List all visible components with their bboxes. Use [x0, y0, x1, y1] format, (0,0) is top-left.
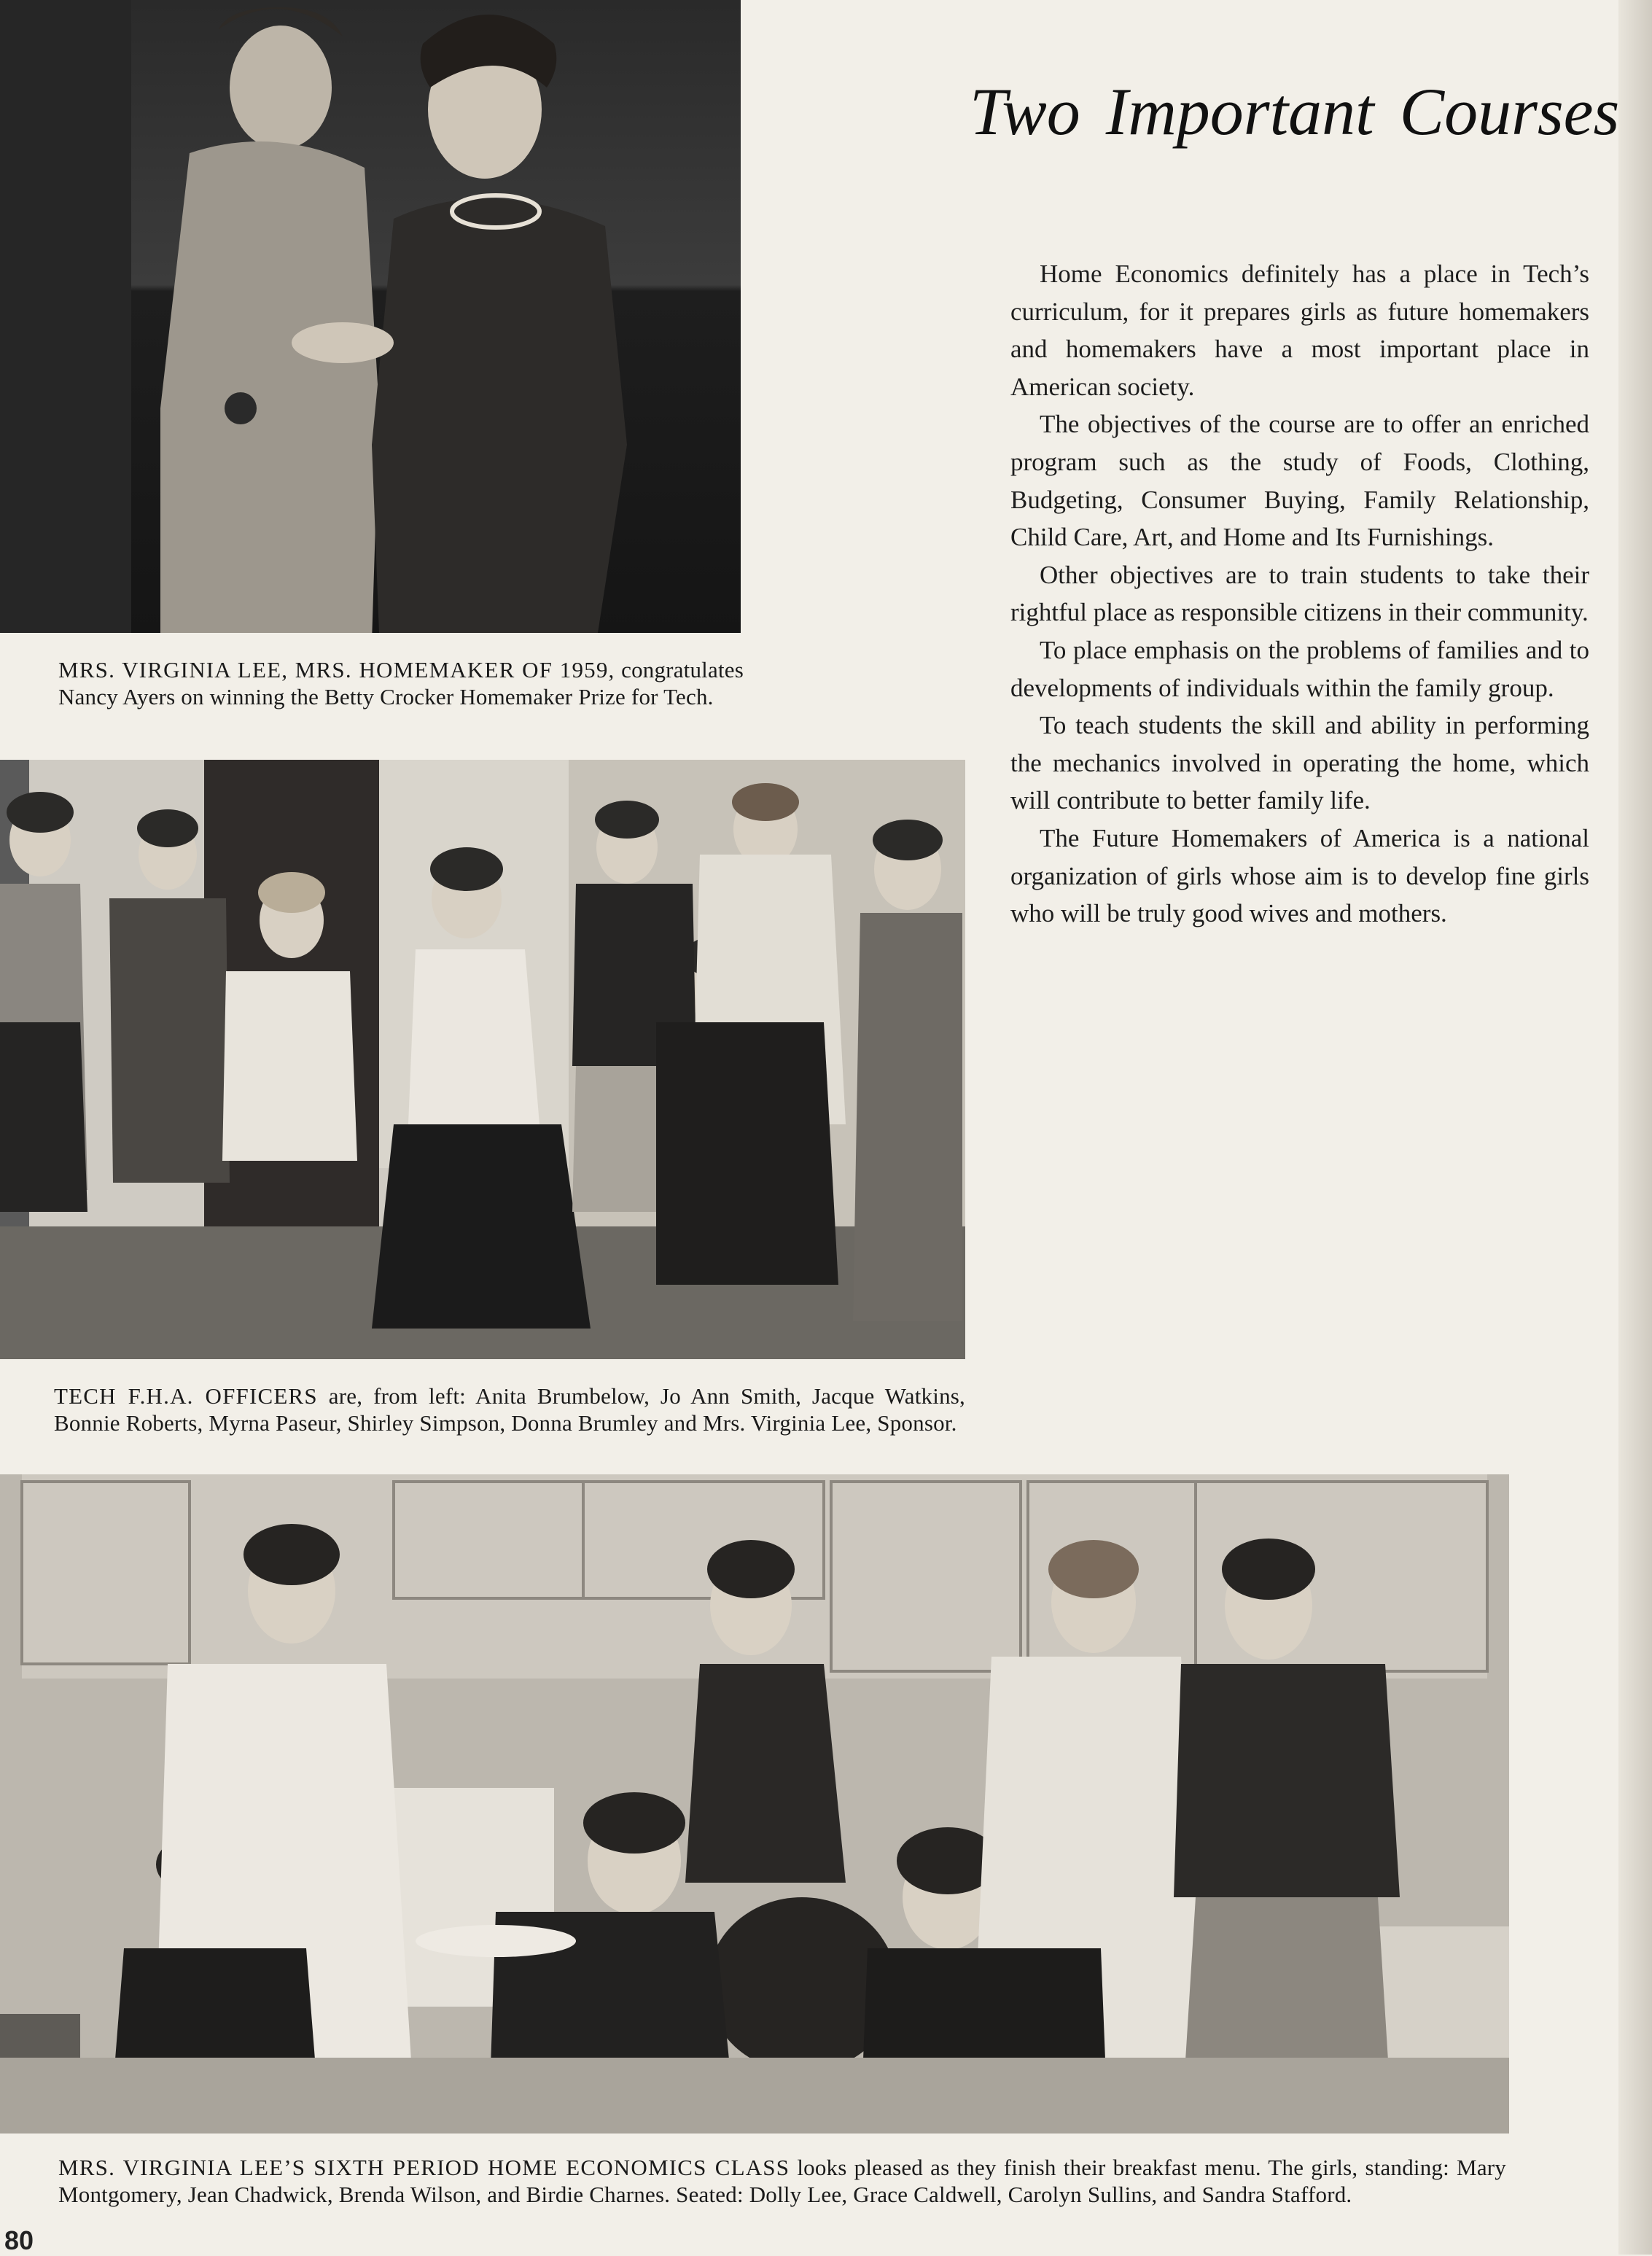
- body-paragraph: Home Economics definitely has a place in Tech’s curriculum, for it prepares girls as future homemakers and homemakers have a most important place in American society.: [1010, 260, 1589, 401]
- body-paragraph: Other objectives are to train students to take their rightful place as responsible citizens in their community.: [1010, 560, 1589, 627]
- photo-caption: [54, 1382, 965, 1436]
- body-paragraph: To place emphasis on the problems of families and to developments of individuals within the family group.: [1010, 635, 1589, 702]
- page-edge-shadow: [1618, 0, 1652, 2255]
- caption-lead: MRS. VIRGINIA LEE’S SIXTH PERIOD HOME ECONOMICS CLASS: [58, 2155, 790, 2180]
- article-body: [1010, 255, 1589, 933]
- body-paragraph: The objectives of the course are to offer an enriched program such as the study of Foods, Clothing, Budgeting, Consumer Buying, Family Relationship, Child Care, Art, and Home and Its Furnishings.: [1010, 410, 1589, 552]
- caption-lead: TECH F.H.A. OFFICERS: [54, 1383, 318, 1409]
- page-heading: Two Important Courses: [970, 74, 1620, 149]
- body-paragraph: The Future Homemakers of America is a national organization of girls whose aim is to develop fine girls who will be truly good wives and mothers.: [1010, 823, 1589, 928]
- caption-text: congratulates Nancy Ayers on winning the Betty Crocker Homemaker Prize for Tech.: [58, 657, 744, 709]
- caption-text: looks pleased as they finish their breakfast menu. The girls, standing: Mary Montgomery, Jean Chadwick, Brenda Wilson, and Birdie Charnes. Seated: Dolly Lee, Grace Caldwell, Carolyn Sullins, and Sandra Stafford.: [58, 2155, 1506, 2207]
- caption-text: are, from left: Anita Brumbelow, Jo Ann Smith, Jacque Watkins, Bonnie Roberts, Myrna Paseur, Shirley Simpson, Donna Brumley and Mrs. Virginia Lee, Sponsor.: [54, 1383, 965, 1436]
- photo-caption: [58, 2154, 1506, 2208]
- photo-homemaker-award: [0, 0, 741, 633]
- caption-lead: MRS. VIRGINIA LEE, MRS. HOMEMAKER OF 1959,: [58, 657, 615, 682]
- photo-home-economics-class: [0, 1474, 1509, 2134]
- body-paragraph: To teach students the skill and ability in performing the mechanics involved in operating the home, which will contribute to better family life.: [1010, 711, 1589, 815]
- photo-fha-officers: [0, 760, 965, 1359]
- page-number: 80: [4, 2225, 34, 2255]
- photo-caption: [58, 656, 744, 710]
